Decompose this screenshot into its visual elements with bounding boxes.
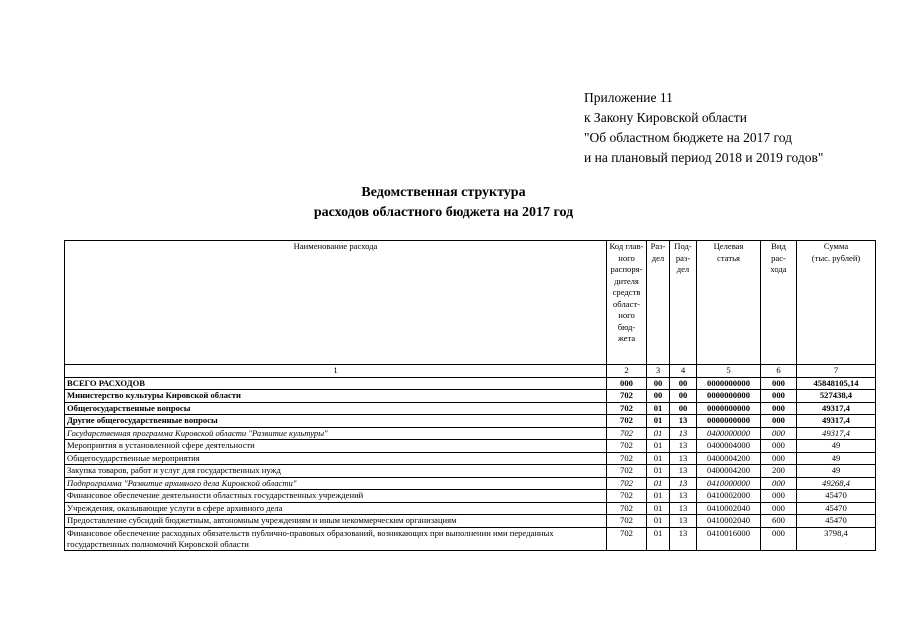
row-razdel: 01 (647, 490, 670, 503)
row-sum: 45848105,14 (797, 377, 876, 390)
row-vid: 000 (761, 390, 797, 403)
row-target: 0000000000 (697, 415, 761, 428)
row-sum: 45470 (797, 502, 876, 515)
table-row (65, 415, 876, 428)
header-target-line: статья (717, 252, 740, 263)
row-target: 0400004200 (697, 452, 761, 465)
row-sum: 49317,4 (797, 427, 876, 440)
header-code-line: распоря- (610, 264, 643, 274)
row-name: ВСЕГО РАСХОДОВ (65, 377, 607, 390)
row-code: 702 (607, 415, 647, 428)
row-target: 0410000000 (697, 477, 761, 490)
row-vid: 000 (761, 502, 797, 515)
row-name: Учреждения, оказывающие услуги в сфере архивного дела (65, 502, 607, 515)
row-name: Общегосударственные мероприятия (65, 452, 607, 465)
appendix-line: "Об областном бюджете на 2017 год (584, 130, 792, 145)
row-vid: 000 (761, 452, 797, 465)
header-vid-line: хода (770, 264, 787, 274)
header-code-line: Код глав- (609, 241, 644, 251)
row-vid: 200 (761, 465, 797, 478)
table-row (65, 427, 876, 440)
row-razdel: 01 (647, 452, 670, 465)
row-code: 000 (607, 377, 647, 390)
appendix-note (584, 88, 823, 168)
row-target: 0000000000 (697, 377, 761, 390)
row-podrazdel: 13 (670, 452, 697, 465)
row-name: Финансовое обеспечение расходных обязательств публично-правовых образований, возникающих при выполнении ими переданных государственных полномочий Кировской области (65, 527, 607, 550)
row-podrazdel: 00 (670, 377, 697, 390)
table-row (65, 377, 876, 390)
row-sum: 49 (797, 465, 876, 478)
row-code: 702 (607, 465, 647, 478)
row-razdel: 01 (647, 515, 670, 528)
row-razdel: 01 (647, 465, 670, 478)
row-target: 0400000000 (697, 427, 761, 440)
row-vid: 000 (761, 440, 797, 453)
row-code: 702 (607, 452, 647, 465)
row-name: Закупка товаров, работ и услуг для государственных нужд (65, 465, 607, 478)
header-code-line: ного (618, 252, 635, 263)
row-podrazdel: 13 (670, 415, 697, 428)
index-row (65, 365, 876, 378)
title-line-1: Ведомственная структура (361, 185, 526, 200)
header-razdel (647, 241, 670, 365)
row-target: 0410002040 (697, 502, 761, 515)
header-razdel-line: Раз- (650, 241, 666, 251)
row-podrazdel: 00 (670, 402, 697, 415)
row-name: Предоставление субсидий бюджетным, автономным учреждениям и иным некоммерческим организациям (65, 515, 607, 528)
header-target-line: Целевая (713, 241, 744, 251)
row-sum: 45470 (797, 515, 876, 528)
header-sum-line: (тыс. рублей) (811, 252, 861, 263)
row-name: Министерство культуры Кировской области (65, 390, 607, 403)
row-razdel: 00 (647, 377, 670, 390)
row-code: 702 (607, 427, 647, 440)
row-sum: 3798,4 (797, 527, 876, 550)
header-vid-line: Вид (771, 241, 786, 251)
row-code: 702 (607, 515, 647, 528)
row-vid: 000 (761, 427, 797, 440)
row-target: 0000000000 (697, 402, 761, 415)
header-sum-line: Сумма (823, 241, 849, 251)
row-razdel: 01 (647, 502, 670, 515)
row-name: Другие общегосударственные вопросы (65, 415, 607, 428)
row-razdel: 01 (647, 402, 670, 415)
row-vid: 000 (761, 477, 797, 490)
row-code: 702 (607, 440, 647, 453)
table-row (65, 477, 876, 490)
row-name: Общегосударственные вопросы (65, 402, 607, 415)
header-code-line: дителя (614, 275, 639, 286)
index-cell: 1 (65, 365, 607, 378)
appendix-line: Приложение 11 (584, 90, 673, 105)
row-vid: 600 (761, 515, 797, 528)
header-code (607, 241, 647, 365)
header-target (697, 241, 761, 365)
table-row (65, 515, 876, 528)
index-cell: 3 (647, 365, 670, 378)
row-target: 0410002040 (697, 515, 761, 528)
header-code-line: жета (617, 333, 636, 343)
row-podrazdel: 13 (670, 477, 697, 490)
header-name: Наименование расхода (65, 241, 607, 365)
index-cell: 6 (761, 365, 797, 378)
row-sum: 49268,4 (797, 477, 876, 490)
row-podrazdel: 13 (670, 527, 697, 550)
row-name: Мероприятия в установленной сфере деятельности (65, 440, 607, 453)
row-razdel: 01 (647, 415, 670, 428)
index-cell: 4 (670, 365, 697, 378)
header-row (65, 241, 876, 365)
row-podrazdel: 00 (670, 390, 697, 403)
table-row (65, 402, 876, 415)
row-name: Государственная программа Кировской области "Развитие культуры" (65, 427, 607, 440)
row-code: 702 (607, 527, 647, 550)
header-podrazdel-line: раз- (675, 252, 691, 263)
row-code: 702 (607, 502, 647, 515)
row-podrazdel: 13 (670, 515, 697, 528)
row-vid: 000 (761, 377, 797, 390)
row-podrazdel: 13 (670, 502, 697, 515)
row-podrazdel: 13 (670, 465, 697, 478)
appendix-line: и на плановый период 2018 и 2019 годов" (584, 150, 824, 165)
header-vid (761, 241, 797, 365)
row-target: 0000000000 (697, 390, 761, 403)
row-podrazdel: 13 (670, 427, 697, 440)
row-sum: 49317,4 (797, 402, 876, 415)
header-podrazdel-line: Под- (674, 241, 692, 251)
row-razdel: 01 (647, 427, 670, 440)
row-razdel: 00 (647, 390, 670, 403)
table-row (65, 440, 876, 453)
budget-table (64, 240, 876, 551)
header-code-line: средств (612, 287, 641, 297)
header-podrazdel (670, 241, 697, 365)
index-cell: 2 (607, 365, 647, 378)
table-row (65, 527, 876, 550)
header-vid-line: рас- (771, 252, 786, 263)
header-code-line: бюд- (617, 321, 636, 332)
row-code: 702 (607, 490, 647, 503)
row-name: Подпрограмма "Развитие архивного дела Кировской области" (65, 477, 607, 490)
row-vid: 000 (761, 415, 797, 428)
row-code: 702 (607, 402, 647, 415)
row-vid: 000 (761, 402, 797, 415)
row-sum: 49 (797, 440, 876, 453)
row-podrazdel: 13 (670, 490, 697, 503)
index-cell: 5 (697, 365, 761, 378)
header-code-line: ного (618, 310, 635, 320)
row-target: 0410002000 (697, 490, 761, 503)
header-sum (797, 241, 876, 365)
table-row (65, 390, 876, 403)
row-podrazdel: 13 (670, 440, 697, 453)
row-target: 0400004200 (697, 465, 761, 478)
title-line-2: расходов областного бюджета на 2017 год (313, 205, 574, 220)
row-code: 702 (607, 390, 647, 403)
row-sum: 49317,4 (797, 415, 876, 428)
row-vid: 000 (761, 527, 797, 550)
row-vid: 000 (761, 490, 797, 503)
row-sum: 45470 (797, 490, 876, 503)
table-row (65, 452, 876, 465)
row-razdel: 01 (647, 527, 670, 550)
header-podrazdel-line: дел (676, 264, 690, 274)
row-target: 0410016000 (697, 527, 761, 550)
header-razdel-line: дел (651, 252, 665, 263)
table-row (65, 465, 876, 478)
appendix-line: к Закону Кировской области (584, 110, 748, 125)
row-sum: 527438,4 (797, 390, 876, 403)
row-name: Финансовое обеспечение деятельности областных государственных учреждений (65, 490, 607, 503)
row-code: 702 (607, 477, 647, 490)
row-target: 0400004000 (697, 440, 761, 453)
header-code-line: област- (613, 298, 640, 309)
row-razdel: 01 (647, 477, 670, 490)
row-razdel: 01 (647, 440, 670, 453)
index-cell: 7 (797, 365, 876, 378)
row-sum: 49 (797, 452, 876, 465)
table-row (65, 502, 876, 515)
table-row (65, 490, 876, 503)
document-title (0, 183, 905, 223)
